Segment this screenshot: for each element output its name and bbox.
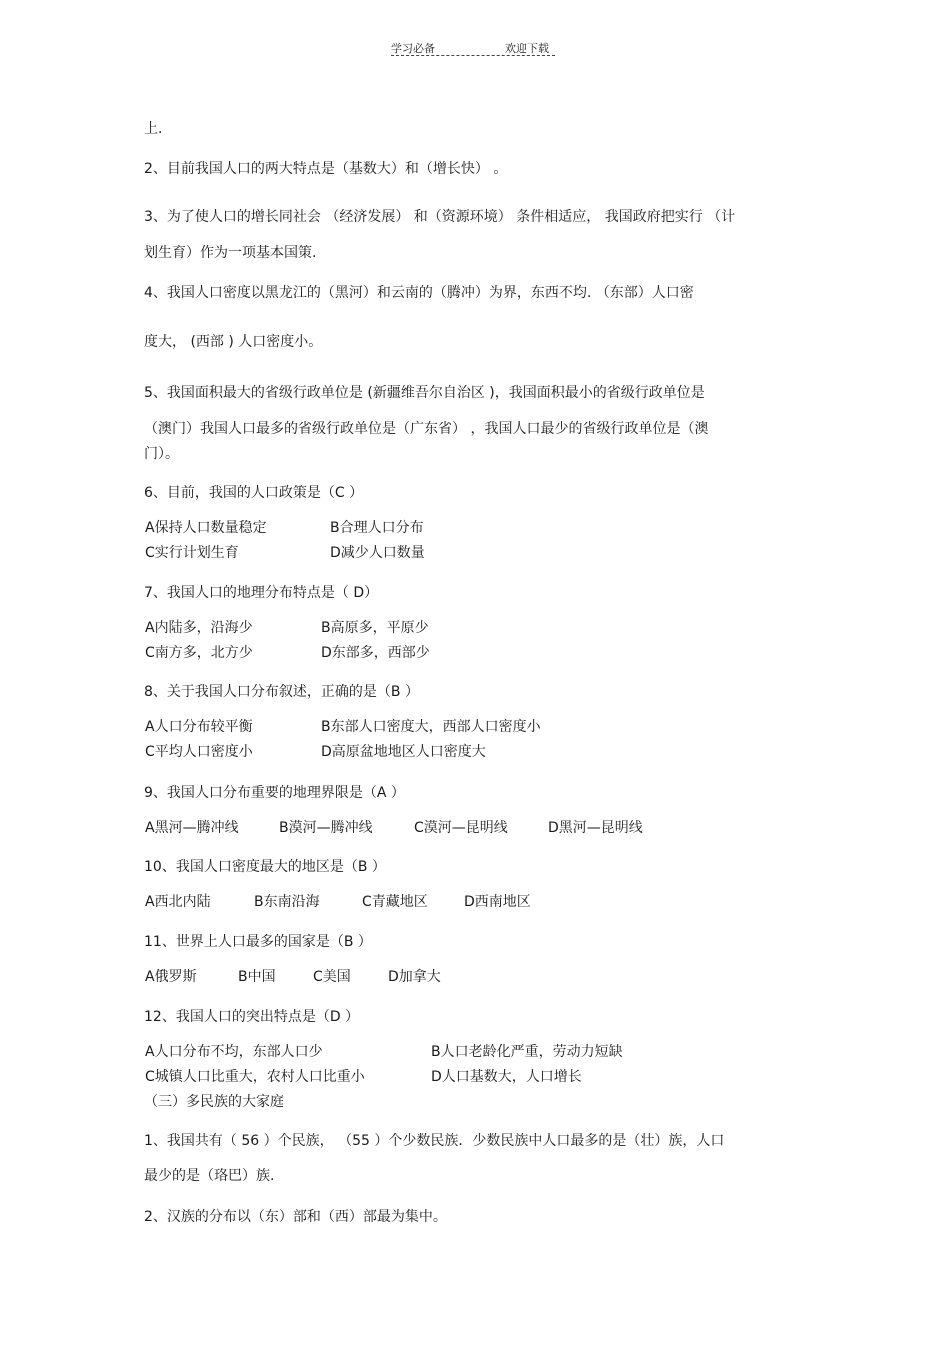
question-3-line-1: 3、为了使人口的增长同社会 （经济发展） 和（资源环境） 条件相适应， 我国政府把实行 （计 [144,209,736,225]
section-heading-3: （三）多民族的大家庭 [144,1094,284,1110]
question-8: 8、关于我国人口分布叙述，正确的是（B ） [144,684,419,700]
q8-option-d: D高原盆地地区人口密度大 [321,744,486,760]
section3-question-1-line-1: 1、我国共有（ 56 ）个民族， （55 ）个少数民族．少数民族中人口最多的是（壮）族，人口 [144,1133,725,1149]
q11-option-b: B中国 [238,969,276,985]
q9-option-c: C漠河—昆明线 [414,820,508,836]
q10-option-d: D西南地区 [464,894,531,910]
q6-option-a: A保持人口数量稳定 [145,520,267,536]
question-2: 2、目前我国人口的两大特点是（基数大）和（增长快） 。 [144,161,508,177]
q9-option-b: B漠河—腾冲线 [279,820,373,836]
q12-option-d: D人口基数大，人口增长 [431,1069,582,1085]
q7-option-d: D东部多，西部少 [321,645,430,661]
question-12: 12、我国人口的突出特点是（D ） [144,1009,360,1025]
question-3-line-2: 划生育）作为一项基本国策. [144,245,317,261]
question-6: 6、目前，我国的人口政策是（C ） [144,485,364,501]
q12-option-c: C城镇人口比重大，农村人口比重小 [145,1069,365,1085]
question-9: 9、我国人口分布重要的地理界限是（A ） [144,785,405,801]
q8-option-a: A人口分布较平衡 [145,719,253,735]
question-11: 11、世界上人口最多的国家是（B ） [144,934,372,950]
question-4-line-1: 4、我国人口密度以黑龙江的（黑河）和云南的（腾冲）为界，东西不均. （东部）人口密 [144,285,694,301]
q9-option-d: D黑河—昆明线 [548,820,643,836]
header-left-text: 学习必备 [391,42,435,55]
question-5-line-2: （澳门）我国人口最多的省级行政单位是（广东省） ，我国人口最少的省级行政单位是（澳 [144,421,709,437]
q7-option-a: A内陆多，沿海少 [145,620,253,636]
q12-option-a: A人口分布不均，东部人口少 [145,1044,323,1060]
q10-option-a: A西北内陆 [145,894,211,910]
question-5-line-1: 5、我国面积最大的省级行政单位是 (新疆维吾尔自治区 )，我国面积最小的省级行政单位是 [144,385,705,401]
section3-question-2: 2、汉族的分布以（东）部和（西）部最为集中。 [144,1209,447,1225]
question-10: 10、我国人口密度最大的地区是（B ） [144,859,386,875]
q6-option-d: D减少人口数量 [330,545,425,561]
question-7: 7、我国人口的地理分布特点是（ D） [144,585,379,601]
question-5-line-3: 门）。 [144,446,179,462]
q7-option-b: B高原多，平原少 [321,620,429,636]
q8-option-b: B东部人口密度大，西部人口密度小 [321,719,541,735]
q6-option-c: C实行计划生育 [145,545,239,561]
header-underline [391,55,555,56]
q9-option-a: A黑河—腾冲线 [145,820,239,836]
question-4-line-2: 度大， (西部 ) 人口密度小。 [144,334,323,350]
q6-option-b: B合理人口分布 [330,520,424,536]
q10-option-c: C青藏地区 [362,894,428,910]
q11-option-d: D加拿大 [388,969,441,985]
q8-option-c: C平均人口密度小 [145,744,253,760]
q11-option-c: C美国 [313,969,351,985]
header-right-text: 欢迎下载 [505,42,549,55]
section3-question-1-line-2: 最少的是（珞巴）族. [144,1168,275,1184]
q11-option-a: A俄罗斯 [145,969,197,985]
q12-option-b: B人口老龄化严重，劳动力短缺 [431,1044,623,1060]
q10-option-b: B东南沿海 [254,894,320,910]
text-line-continuation: 上. [144,121,163,137]
q7-option-c: C南方多，北方少 [145,645,253,661]
